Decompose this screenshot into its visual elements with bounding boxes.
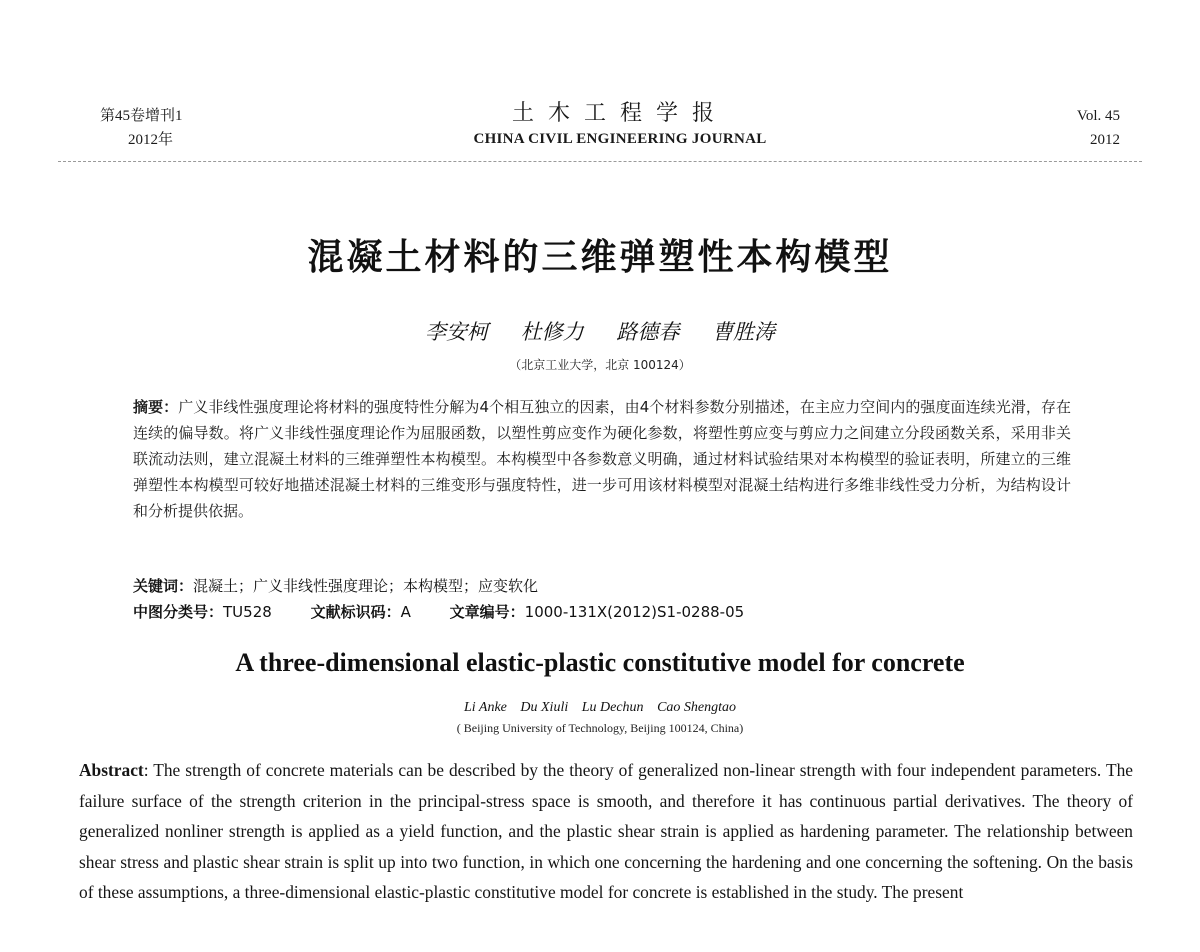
doc-code-group <box>311 603 411 621</box>
author-list-en <box>0 698 1200 718</box>
abstract-en <box>79 755 1133 908</box>
affiliation-en: ( Beijing University of Technology, Beijing 100124, China) <box>456 721 744 735</box>
header-volume: 第45卷增刊1 <box>100 108 183 124</box>
header-volume-issue <box>100 104 240 152</box>
abstract-en-label: Abstract <box>79 760 144 780</box>
author-cn: 李安柯 <box>424 320 488 344</box>
abstract-cn-label: 摘要： <box>133 398 179 416</box>
abstract-cn <box>133 394 1071 524</box>
abstract-cn-text: 广义非线性强度理论将材料的强度特性分解为4个相互独立的因素，由4个材料参数分别描述，在主应力空间内的强度面连续光滑，存在连续的偏导数。将广义非线性强度理论作为屈服函数，以塑性剪应变作为硬化参数，将塑性剪应变与剪应力之间建立分段函数关系，采用非关联流动法则，建立混凝土材料的三维弹塑性本构模型。本构模型中各参数意义明确，通过材料试验结果对本构模型的验证表明，所建立的三维弹塑性本构模型可较好地描述混凝土材料的三维变形与强度特性，进一步可用该材料模型对混凝土结构进行多维非线性受力分析，为结构设计和分析提供依据。 <box>133 398 1071 520</box>
header-journal-name <box>400 100 840 150</box>
paper-title-en: A three-dimensional elastic-plastic constitutive model for concrete <box>235 648 965 677</box>
article-no-group <box>450 603 745 621</box>
header-vol-year: 2012 <box>1090 132 1120 148</box>
author-en: Cao Shengtao <box>657 700 737 715</box>
author-en: Du Xiuli <box>520 700 569 715</box>
journal-name-en: CHINA CIVIL ENGINEERING JOURNAL <box>473 131 767 147</box>
abstract-en-text: : The strength of concrete materials can be described by the theory of generalized non-linear strength with four independent parameters. The failure surface of the strength criterion in the principal-stress space is smooth, and therefore it has continuous partial derivatives. The theory of generalized nonliner strength is applied as a yield function, and the plastic shear strain is applied as hardening parameter. The relationship between shear stress and plastic shear strain is split up into two function, in which one concerning the hardening and one concerning the softening. On the basis of these assumptions, a three-dimensional elastic-plastic constitutive model for concrete is established in the study. The present <box>79 760 1133 902</box>
author-en: Lu Dechun <box>581 700 644 715</box>
header-divider <box>58 161 1142 162</box>
keywords-cn <box>133 574 1071 598</box>
author-list-cn <box>0 318 1200 346</box>
header-vol-number: Vol. 45 <box>1076 108 1120 124</box>
doc-code-value: A <box>400 603 411 621</box>
clc-label: 中图分类号： <box>133 603 224 621</box>
author-cn: 杜修力 <box>520 320 584 344</box>
author-cn: 路德春 <box>616 320 680 344</box>
affiliation-cn: （北京工业大学，北京 100124） <box>509 358 691 372</box>
classification-line <box>133 600 1071 624</box>
keywords-cn-text: 混凝土；广义非线性强度理论；本构模型；应变软化 <box>193 577 539 595</box>
header-year: 2012年 <box>128 132 174 148</box>
paper-title-cn: 混凝土材料的三维弹塑性本构模型 <box>307 237 893 278</box>
journal-name-cn: 土木工程学报 <box>511 101 728 126</box>
author-cn: 曹胜涛 <box>712 320 776 344</box>
article-no-label: 文章编号： <box>449 603 525 621</box>
keywords-cn-label: 关键词： <box>133 577 194 595</box>
doc-code-label: 文献标识码： <box>310 603 401 621</box>
clc-group <box>133 603 272 621</box>
header-vol-en <box>1040 104 1120 152</box>
article-no-value: 1000-131X(2012)S1-0288-05 <box>524 603 745 621</box>
clc-value: TU528 <box>223 603 272 621</box>
author-en: Li Anke <box>463 700 507 715</box>
